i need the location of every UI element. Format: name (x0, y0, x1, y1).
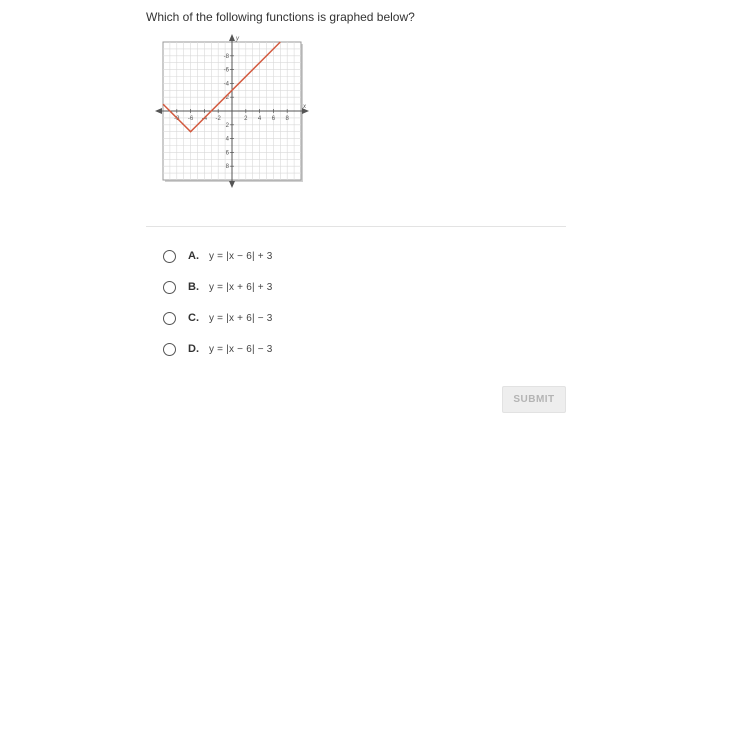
option-b[interactable] (163, 278, 563, 296)
option-d[interactable] (163, 340, 563, 358)
option-formula: y = |x + 6| + 3 (209, 281, 273, 293)
x-tick-label: 4 (257, 116, 262, 122)
question-text: Which of the following functions is graphed below? (146, 10, 415, 24)
y-tick-label: -4 (223, 81, 229, 88)
y-axis-arrow-bottom (229, 181, 235, 188)
y-tick-label: -6 (223, 67, 229, 74)
submit-button[interactable]: SUBMIT (502, 386, 566, 413)
x-tick-label: 6 (271, 116, 276, 122)
option-c[interactable] (163, 309, 563, 327)
option-letter: B. (188, 281, 199, 293)
y-tick-label: 4 (225, 136, 229, 143)
option-letter: A. (188, 250, 199, 262)
y-tick-label: -2 (223, 95, 229, 102)
option-formula: y = |x − 6| + 3 (209, 250, 273, 262)
function-graph (155, 33, 311, 191)
radio-button-c[interactable] (163, 312, 176, 325)
y-tick-label: 2 (225, 122, 229, 129)
answer-options (163, 247, 563, 371)
radio-button-d[interactable] (163, 343, 176, 356)
option-a[interactable] (163, 247, 563, 265)
option-letter: D. (188, 343, 199, 355)
y-tick-label: -8 (223, 53, 229, 60)
x-tick-label: -6 (187, 116, 194, 122)
x-axis-arrow-left (155, 108, 162, 114)
option-formula: y = |x − 6| − 3 (209, 343, 273, 355)
x-tick-label: -4 (201, 116, 208, 122)
x-tick-label: -2 (215, 116, 221, 122)
x-tick-label: 8 (285, 116, 289, 122)
x-axis-label: x (303, 104, 306, 110)
y-axis-label: y (236, 36, 239, 42)
option-formula: y = |x + 6| − 3 (209, 312, 273, 324)
y-tick-label: 6 (225, 150, 229, 157)
x-tick-label: -8 (174, 116, 180, 122)
y-tick-label: 8 (225, 164, 229, 171)
option-letter: C. (188, 312, 199, 324)
radio-button-b[interactable] (163, 281, 176, 294)
radio-button-a[interactable] (163, 250, 176, 263)
y-axis-arrow-top (229, 34, 235, 41)
x-tick-label: 2 (244, 116, 248, 122)
divider (146, 226, 566, 227)
